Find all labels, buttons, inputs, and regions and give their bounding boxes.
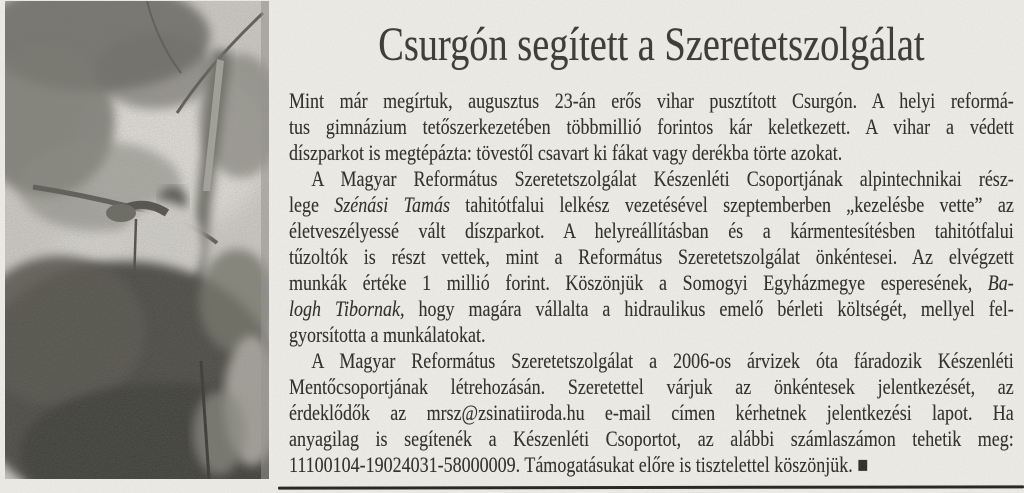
- body-text: gyorsította a munkálatokat.: [289, 322, 486, 347]
- italic-name-text: logh Tibornak,: [289, 296, 405, 321]
- italic-name-text: Ba-: [987, 270, 1014, 295]
- article-paragraph: [289, 88, 1014, 166]
- article-paragraph: [289, 166, 1014, 348]
- body-text: tűzoltók is részt vettek, mint a Református Szeretetszolgálat önkéntesei. Az elvégzett: [289, 244, 1014, 269]
- article-text-line: [289, 218, 1014, 244]
- article-text-line: [289, 270, 1014, 296]
- body-text: tahitótfalui lelkész vezetésével szeptemberben „kezelésbe vette” az: [449, 192, 1014, 217]
- italic-name-text: Szénási Tamás: [334, 192, 450, 217]
- article-column: [289, 0, 1014, 478]
- body-text: munkák értéke 1 millió forint. Köszönjük a Somogyi Egyházmegye esperesének,: [289, 270, 988, 295]
- article-photo-image: [5, 1, 269, 479]
- article-text-line: [289, 244, 1014, 270]
- article-photo: [5, 1, 269, 479]
- article-text-line: [289, 348, 1014, 374]
- body-text: lege: [289, 192, 335, 217]
- article-text-line: [289, 400, 1014, 426]
- body-text: A Magyar Református Szeretetszolgálat Készenléti Csoportjának alpintechnikai rész-: [311, 166, 1014, 191]
- bottom-rule: [278, 485, 1024, 489]
- body-text: hogy magára vállalta a hidraulikus emelő bérleti költségét, mellyel fel-: [404, 296, 1014, 321]
- article-text-line: [289, 426, 1014, 452]
- body-text: Mentőcsoportjának létrehozásán. Szeretettel várjuk az önkéntesek jelentkezését, az: [289, 374, 1014, 399]
- photo-grain: [5, 1, 269, 479]
- article-text-line: [289, 114, 1014, 140]
- article-text-line: [289, 166, 1014, 192]
- body-text: Mint már megírtuk, augusztus 23-án erős vihar pusztított Csurgón. A helyi reformá-: [289, 88, 1014, 113]
- body-text: tus gimnázium tetőszerkezetében többmillió forintos kár keletkezett. A vihar a védett: [289, 114, 1014, 139]
- body-text: A Magyar Református Szeretetszolgálat a 2006-os árvizek óta fáradozik Készenléti: [311, 348, 1014, 373]
- article-paragraph: [289, 348, 1014, 478]
- body-text: érdeklődők az mrsz@zsinatiiroda.hu e-mail címen kérhetnek jelentkezési lapot. Ha: [289, 400, 1014, 425]
- article-text-line: [289, 296, 1014, 322]
- article-body: [289, 88, 1014, 478]
- body-text: életveszélyessé vált díszparkot. A helyreállításban és a kármentesítésben tahitótfalui: [289, 218, 1014, 243]
- body-text: anyagilag is segítenék a Készenléti Csoportot, az alábbi számlaszámon tehetik meg:: [289, 426, 1014, 451]
- article-title: Csurgón segített a Szeretetszolgálat: [378, 18, 925, 71]
- article-text-line: [289, 322, 1014, 348]
- article-text-line: [289, 192, 1014, 218]
- article-text-line: [289, 452, 1014, 478]
- body-text: díszparkot is megtépázta: tövestől csavart ki fákat vagy derékba törte azokat.: [289, 140, 843, 165]
- article-text-line: [289, 374, 1014, 400]
- article-text-line: [289, 140, 1014, 166]
- article-text-line: [289, 88, 1014, 114]
- body-text: 11100104-19024031-58000009. Támogatásukat előre is tisztelettel köszönjük. ■: [289, 452, 869, 477]
